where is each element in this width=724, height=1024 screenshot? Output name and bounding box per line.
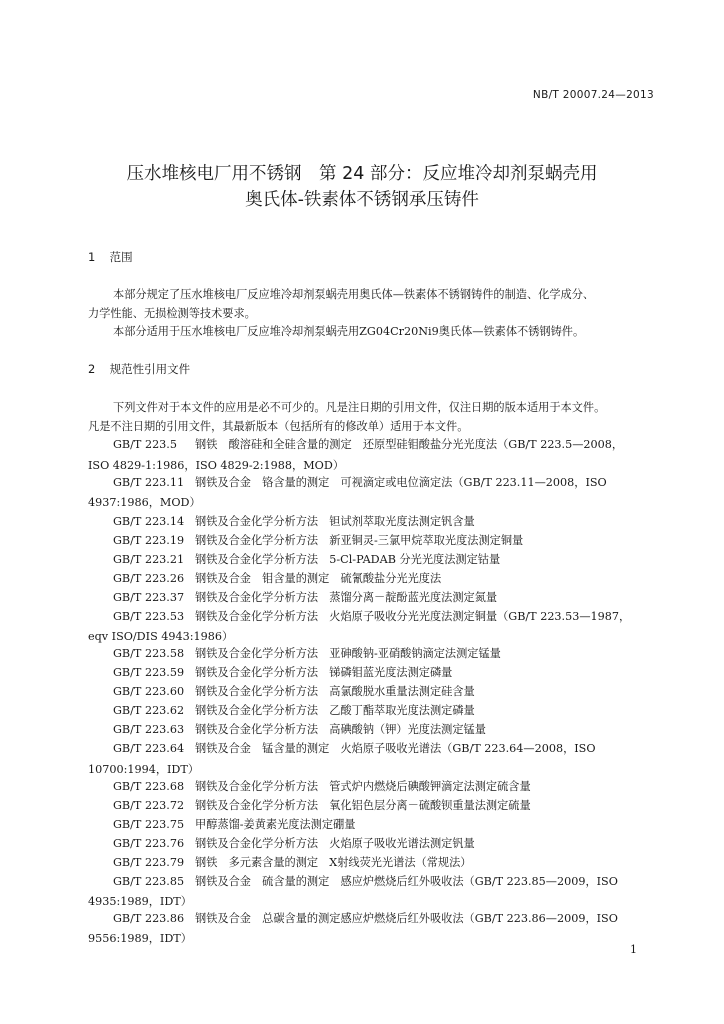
reference-item: [88, 702, 656, 721]
reference-code: GB/T 223.37: [113, 591, 185, 604]
reference-title: 钢铁及合金化学分析方法 管式炉内燃烧后碘酸钾滴定法测定硫含量: [195, 780, 531, 793]
reference-item: [88, 474, 656, 493]
reference-title: 钢铁 多元素含量的测定 X射线荧光光谱法（常规法）: [195, 856, 472, 869]
reference-code: GB/T 223.76: [113, 837, 185, 850]
reference-item: [88, 740, 656, 759]
reference-continuation: 4937:1986，MOD）: [88, 496, 201, 509]
reference-title: 钢铁及合金 铬含量的测定 可视滴定或电位滴定法（GB/T 223.11—2008，ISO: [195, 476, 607, 489]
reference-code: GB/T 223.75: [113, 818, 185, 831]
reference-item: [88, 910, 656, 929]
reference-item: [88, 873, 656, 892]
reference-code: GB/T 223.5: [113, 438, 177, 451]
scope-paragraph-2: 本部分适用于压水堆核电厂反应堆冷却剂泵蜗壳用ZG04Cr20Ni9奥氏体—铁素体不锈钢铸件。: [113, 325, 585, 338]
reference-title: 钢铁及合金 锰含量的测定 火焰原子吸收光谱法（GB/T 223.64—2008，ISO: [195, 742, 596, 755]
reference-code: GB/T 223.72: [113, 799, 185, 812]
document-title-line-1: 压水堆核电厂用不锈钢 第 24 部分：反应堆冷却剂泵蜗壳用: [126, 164, 598, 184]
reference-item: [88, 570, 656, 589]
reference-item: [88, 551, 656, 570]
reference-code: GB/T 223.68: [113, 780, 185, 793]
reference-code: GB/T 223.14: [113, 515, 185, 528]
reference-code: GB/T 223.62: [113, 704, 185, 717]
reference-item: [88, 436, 656, 455]
section-number: 1: [88, 250, 96, 264]
reference-code: GB/T 223.19: [113, 534, 185, 547]
reference-title: 钢铁及合金化学分析方法 5-Cl-PADAB 分光光度法测定钴量: [195, 553, 501, 566]
reference-code: GB/T 223.85: [113, 875, 185, 888]
references-intro-line-2: 凡是不注日期的引用文件，其最新版本（包括所有的修改单）适用于本文件。: [88, 420, 469, 433]
reference-code: GB/T 223.79: [113, 856, 185, 869]
reference-title: 钢铁及合金 钼含量的测定 硫氰酸盐分光光度法: [195, 572, 442, 585]
reference-code: GB/T 223.53: [113, 610, 185, 623]
reference-item: [88, 835, 656, 854]
reference-code: GB/T 223.64: [113, 742, 185, 755]
reference-code: GB/T 223.58: [113, 647, 185, 660]
section-number: 2: [88, 362, 96, 376]
reference-continuation: 4935:1989，IDT）: [88, 895, 192, 908]
reference-continuation: 10700:1994，IDT）: [88, 763, 200, 776]
reference-code: GB/T 223.26: [113, 572, 185, 585]
reference-continuation: ISO 4829-1:1986，ISO 4829-2:1988，MOD）: [88, 459, 345, 472]
reference-item: [88, 778, 656, 797]
reference-title: 钢铁及合金化学分析方法 高氯酸脱水重量法测定硅含量: [195, 685, 475, 698]
references-intro-line-1: 下列文件对于本文件的应用是必不可少的。凡是注日期的引用文件，仅注日期的版本适用于本文件。: [113, 401, 606, 414]
reference-item: [88, 683, 656, 702]
reference-continuation: eqv ISO/DIS 4943:1986）: [88, 630, 234, 643]
reference-title: 钢铁及合金化学分析方法 亚砷酸钠-亚硝酸钠滴定法测定锰量: [195, 647, 501, 660]
reference-title: 钢铁 酸溶硅和全硅含量的测定 还原型硅钼酸盐分光光度法（GB/T 223.5—2008，: [195, 438, 624, 451]
reference-item: [88, 589, 656, 608]
scope-paragraph-1-line-2: 力学性能、无损检测等技术要求。: [88, 307, 256, 320]
reference-item: [88, 645, 656, 664]
reference-item: [88, 532, 656, 551]
reference-title: 钢铁及合金 总碳含量的测定感应炉燃烧后红外吸收法（GB/T 223.86—2009，ISO: [195, 912, 618, 925]
reference-title: 甲醇蒸馏-姜黄素光度法测定硼量: [195, 818, 356, 831]
reference-title: 钢铁及合金化学分析方法 火焰原子吸收分光光度法测定铜量（GB/T 223.53—1987，: [195, 610, 631, 623]
reference-title: 钢铁及合金化学分析方法 新亚铜灵-三氯甲烷萃取光度法测定铜量: [195, 534, 524, 547]
reference-code: GB/T 223.63: [113, 723, 185, 736]
document-title-line-2: 奥氏体-铁素体不锈钢承压铸件: [245, 190, 479, 210]
reference-code: GB/T 223.60: [113, 685, 185, 698]
reference-item: [88, 664, 656, 683]
reference-code: GB/T 223.11: [113, 476, 185, 489]
reference-title: 钢铁及合金化学分析方法 锑磷钼蓝光度法测定磷量: [195, 666, 453, 679]
reference-item: [88, 816, 656, 835]
reference-item: [88, 721, 656, 740]
reference-title: 钢铁及合金化学分析方法 乙酸丁酯萃取光度法测定磷量: [195, 704, 475, 717]
reference-code: GB/T 223.86: [113, 912, 185, 925]
page-number: 1: [630, 943, 637, 956]
section-2-heading: [88, 361, 190, 377]
reference-title: 钢铁及合金化学分析方法 蒸馏分离－靛酚蓝光度法测定氮量: [195, 591, 498, 604]
reference-code: GB/T 223.21: [113, 553, 185, 566]
reference-title: 钢铁及合金化学分析方法 火焰原子吸收光谱法测定钒量: [195, 837, 475, 850]
reference-item: [88, 854, 656, 873]
reference-code: GB/T 223.59: [113, 666, 185, 679]
reference-title: 钢铁及合金 硫含量的测定 感应炉燃烧后红外吸收法（GB/T 223.85—2009，ISO: [195, 875, 618, 888]
section-1-heading: [88, 249, 133, 265]
scope-paragraph-1-line-1: 本部分规定了压水堆核电厂反应堆冷却剂泵蜗壳用奥氏体—铁素体不锈钢铸件的制造、化学成分、: [113, 288, 595, 301]
reference-item: [88, 608, 656, 627]
section-title: 规范性引用文件: [109, 362, 191, 376]
reference-title: 钢铁及合金化学分析方法 钽试剂萃取光度法测定钒含量: [195, 515, 475, 528]
reference-title: 钢铁及合金化学分析方法 高碘酸钠（钾）光度法测定锰量: [195, 723, 486, 736]
reference-continuation: 9556:1989，IDT）: [88, 932, 192, 945]
reference-title: 钢铁及合金化学分析方法 氧化铝色层分离－硫酸钡重量法测定硫量: [195, 799, 531, 812]
section-title: 范围: [109, 250, 133, 264]
standard-code: NB/T 20007.24—2013: [532, 89, 654, 101]
reference-item: [88, 513, 656, 532]
reference-item: [88, 797, 656, 816]
